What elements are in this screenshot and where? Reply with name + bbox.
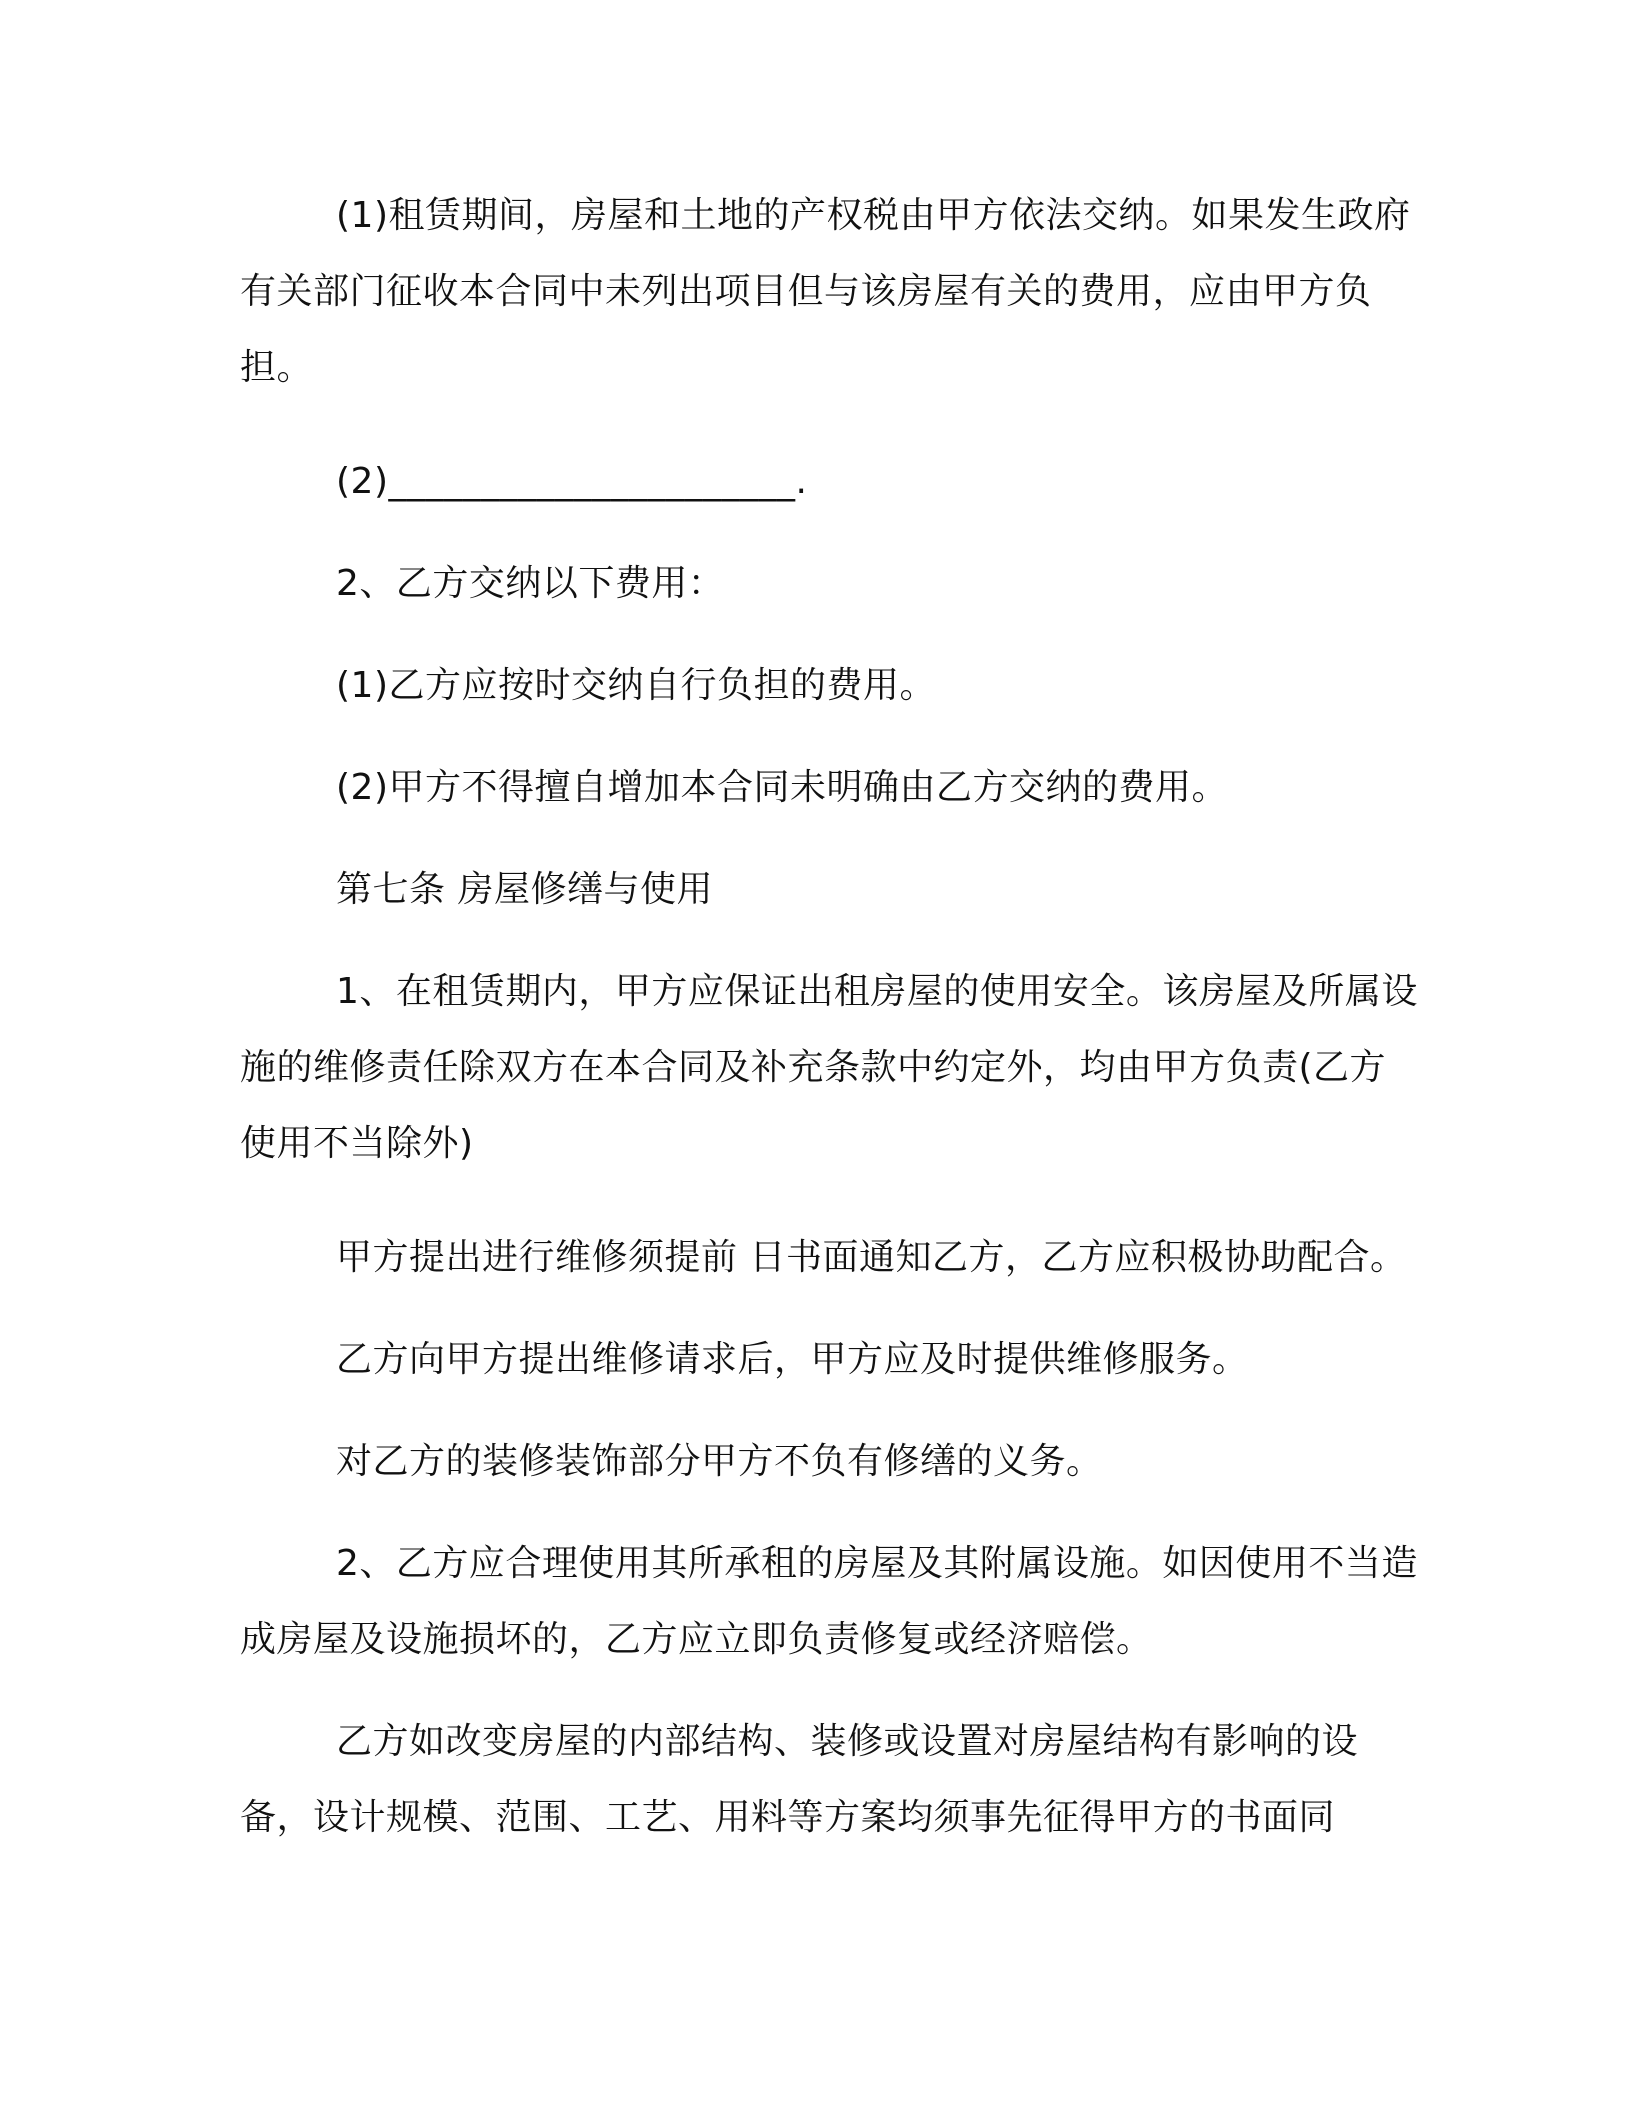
article-7-heading: 第七条 房屋修缮与使用 xyxy=(336,869,713,910)
paragraph-decoration-exclusion: 对乙方的装修装饰部分甲方不负有修缮的义务。 xyxy=(336,1441,1103,1482)
paragraph-tax-clause: (1)租赁期间，房屋和土地的产权税由甲方依法交纳。如果发生政府有关部门征收本合同中未列出项目但与该房屋有关的费用，应由甲方负担。 xyxy=(240,195,1411,388)
paragraph-party-b-fees-heading: 2、乙方交纳以下费用： xyxy=(336,563,725,604)
paragraph-structure-change: 乙方如改变房屋的内部结构、装修或设置对房屋结构有影响的设备，设计规模、范围、工艺、用料等方案均须事先征得甲方的书面同 xyxy=(240,1721,1359,1838)
paragraph-party-b-fees-1: (1)乙方应按时交纳自行负担的费用。 xyxy=(336,665,936,706)
paragraph-proper-use: 2、乙方应合理使用其所承租的房屋及其附属设施。如因使用不当造成房屋及设施损坏的，乙方应立即负责修复或经济赔偿。 xyxy=(240,1543,1418,1660)
paragraph-repair-responsibility: 1、在租赁期内，甲方应保证出租房屋的使用安全。该房屋及所属设施的维修责任除双方在本合同及补充条款中约定外，均由甲方负责(乙方使用不当除外) xyxy=(240,971,1418,1164)
paragraph-repair-request: 乙方向甲方提出维修请求后，甲方应及时提供维修服务。 xyxy=(336,1339,1249,1380)
paragraph-repair-notice: 甲方提出进行维修须提前 日书面通知乙方，乙方应积极协助配合。 xyxy=(336,1237,1407,1278)
paragraph-blank-clause: (2)______________________. xyxy=(336,461,808,502)
paragraph-party-b-fees-2: (2)甲方不得擅自增加本合同未明确由乙方交纳的费用。 xyxy=(336,767,1228,808)
